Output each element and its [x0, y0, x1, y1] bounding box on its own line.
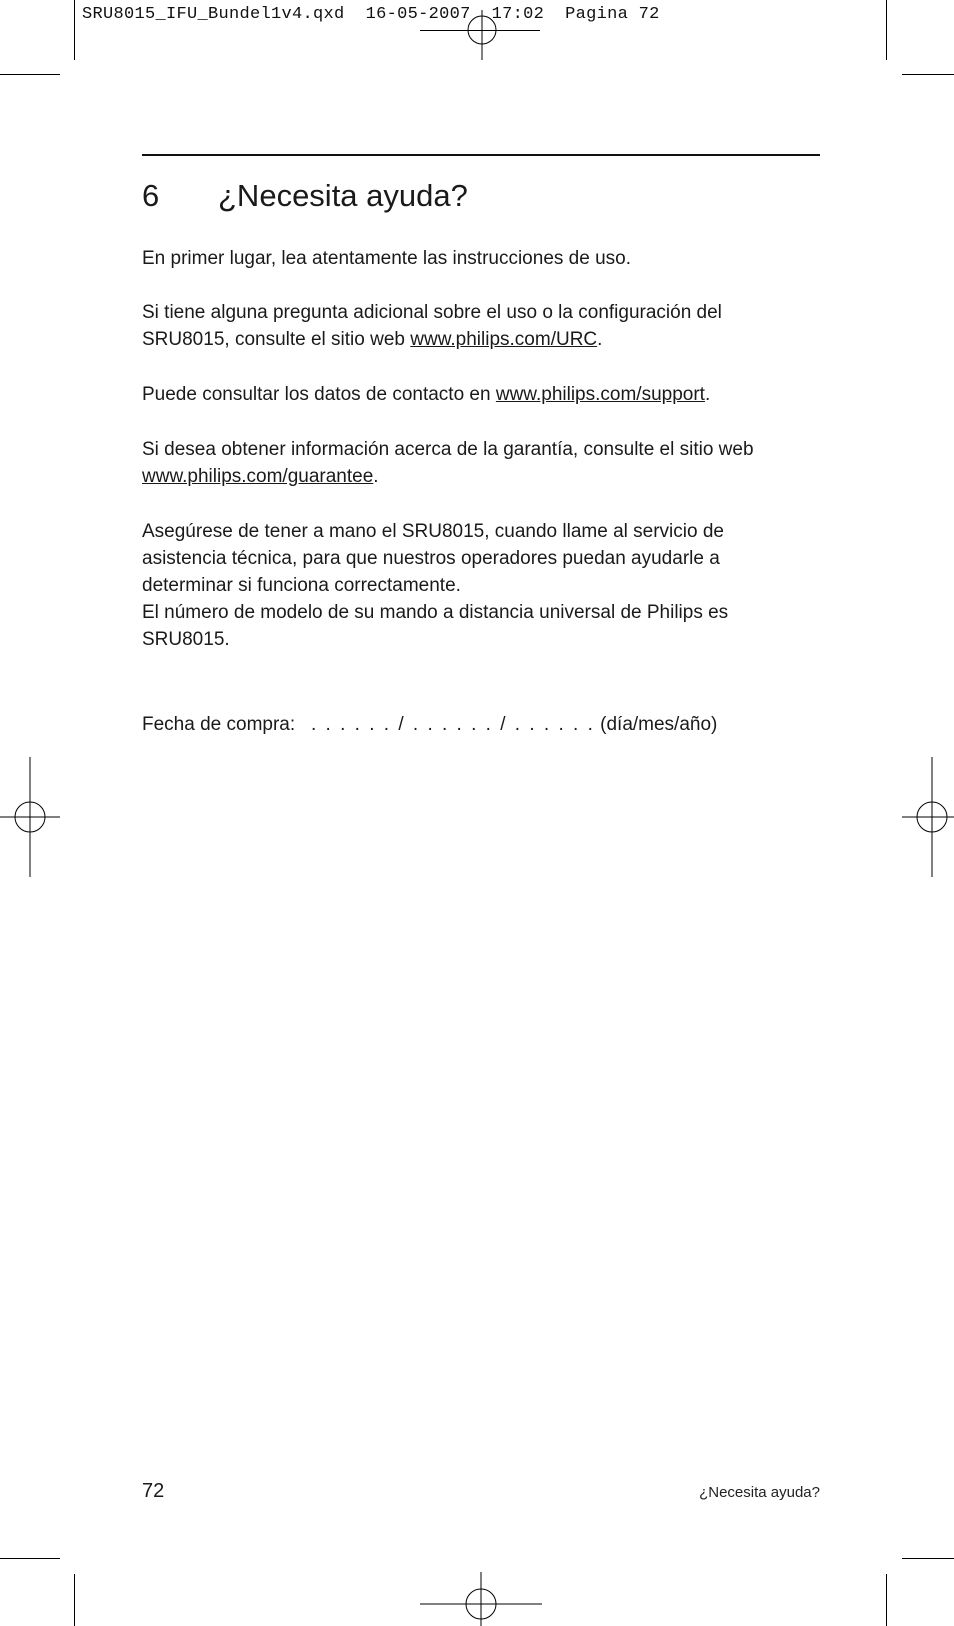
- crop-mark-top-right-vertical: [886, 0, 887, 60]
- paragraph-4-suffix: .: [373, 466, 379, 487]
- guarantee-link[interactable]: www.philips.com/guarantee: [142, 466, 374, 487]
- registration-mark-left: [0, 757, 62, 877]
- registration-mark-bottom: [420, 1572, 542, 1626]
- paragraph-6-line-1: El número de modelo de su mando a distancia universal de Philips es: [142, 602, 729, 623]
- paragraph-3: [142, 381, 822, 408]
- paragraph-2-prefix: SRU8015, consulte el sitio web: [142, 329, 411, 350]
- paragraph-2-line-2: [142, 326, 822, 353]
- slug-page: Pagina 72: [565, 5, 660, 24]
- registration-mark-top: [454, 10, 510, 62]
- crop-mark-bottom-right-horizontal: [902, 1558, 954, 1559]
- slug-time: 17:02: [491, 5, 545, 24]
- section-number: 6: [142, 178, 160, 213]
- crop-mark-top-left-vertical: [74, 0, 75, 60]
- paragraph-3-prefix: Puede consultar los datos de contacto en: [142, 384, 496, 405]
- paragraph-1: [142, 245, 822, 272]
- paragraph-3-suffix: .: [704, 384, 711, 405]
- purchase-date-blank: . . . . . . / . . . . . . / . . . . . .: [310, 714, 595, 735]
- purchase-date-line: [142, 711, 822, 738]
- paragraph-2-line-1: Si tiene alguna pregunta adicional sobre el uso o la configuración del: [142, 302, 722, 323]
- slug-date: 16-05-2007: [365, 5, 471, 24]
- paragraph-2: [142, 299, 822, 353]
- section-title: ¿Necesita ayuda?: [218, 178, 468, 213]
- section-heading: [142, 178, 468, 214]
- paragraph-1-text: En primer lugar, lea atentamente las instrucciones de uso.: [142, 248, 631, 269]
- paragraph-3-text: [142, 381, 822, 408]
- paragraph-4-line-2: [142, 463, 822, 490]
- urc-link[interactable]: www.philips.com/URC: [410, 329, 598, 350]
- slug-file: SRU8015_IFU_Bundel1v4.qxd: [82, 5, 345, 24]
- crop-mark-top-right-horizontal: [902, 74, 954, 75]
- crop-mark-bottom-left-vertical: [74, 1574, 75, 1626]
- purchase-date: [142, 711, 822, 738]
- purchase-date-label: Fecha de compra:: [142, 714, 296, 735]
- paragraph-6-line-2: SRU8015.: [142, 629, 230, 650]
- paragraph-4: [142, 436, 822, 490]
- registration-mark-right: [902, 757, 954, 877]
- paragraph-5-line-1: Asegúrese de tener a mano el SRU8015, cuando llame al servicio de: [142, 521, 724, 542]
- support-link[interactable]: www.philips.com/support: [495, 384, 705, 405]
- section-top-rule: [142, 154, 820, 156]
- crop-mark-bottom-right-vertical: [886, 1574, 887, 1626]
- paragraph-2-suffix: .: [597, 329, 603, 350]
- page-number: 72: [142, 1480, 165, 1502]
- paragraph-4-line-1: Si desea obtener información acerca de la garantía, consulte el sitio web: [142, 439, 754, 460]
- print-slug: [82, 5, 660, 24]
- purchase-date-format: (día/mes/año): [600, 714, 718, 735]
- paragraph-5-line-2: asistencia técnica, para que nuestros operadores puedan ayudarle a: [142, 548, 720, 569]
- crop-mark-bottom-left-horizontal: [0, 1558, 60, 1559]
- paragraph-5-line-3: determinar si funciona correctamente.: [142, 575, 461, 596]
- crop-mark-top-left-horizontal: [0, 74, 60, 75]
- running-title: ¿Necesita ayuda?: [699, 1484, 820, 1501]
- paragraph-5: [142, 518, 822, 653]
